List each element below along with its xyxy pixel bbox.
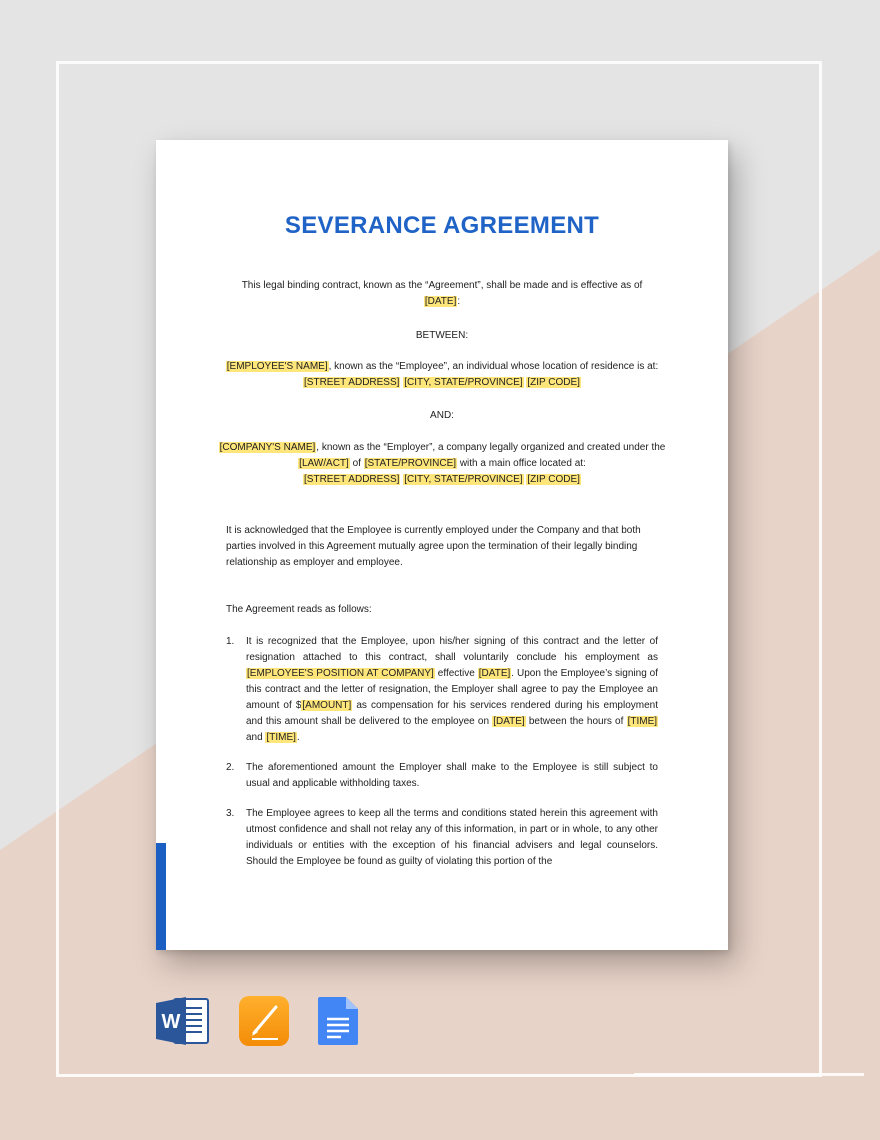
effective-date-field: [DATE] [478,668,511,679]
acknowledgement-paragraph: It is acknowledged that the Employee is currently employed under the Company and that both parties involved in this Agreement mutually agree upon the termination of their legally binding relationship as employer and employee. [226,525,641,568]
clause-3 [226,806,658,870]
position-field: [EMPLOYEE'S POSITION AT COMPANY] [247,668,434,679]
company-party [216,440,668,488]
company-street-field: [STREET ADDRESS] [304,474,400,485]
employee-city-field: [CITY, STATE/PROVINCE] [404,377,523,388]
date-field: [DATE] [424,296,457,307]
intro-text: This legal binding contract, known as the “Agreement”, shall be made and is effective as of [241,280,643,291]
clause-text: as compensation for his services rendered during his employment and this amount shall be delivered to the employee on [246,700,658,727]
clause-number: 2. [226,762,235,773]
employee-name-field: [EMPLOYEE'S NAME] [226,361,328,372]
clause-text: . Upon the Employee’s signing of this contract and the letter of resignation, the Employer shall agree to pay the Employee an amount of $ [246,668,659,711]
clause-text: The aforementioned amount the Employer shall make to the Employee is still subject to usual and applicable withholding taxes. [246,762,658,789]
company-name-field: [COMPANY'S NAME] [219,442,316,453]
employee-zip-field: [ZIP CODE] [527,377,580,388]
amount-field: [AMOUNT] [302,700,352,711]
clauses-list [226,634,658,870]
delivery-date-field: [DATE] [493,716,525,727]
of-text: of [352,458,361,469]
svg-text:W: W [161,1011,181,1033]
company-party-text-2: with a main office located at: [459,458,586,469]
clause-text: . [296,732,300,743]
state-province-field: [STATE/PROVINCE] [364,458,457,469]
clause-number: 3. [226,808,235,819]
time-start-field: [TIME] [627,716,658,727]
intro-paragraph: This legal binding contract, known as the “Agreement”, shall be made and is effective as of [DATE]: [241,280,643,307]
company-party-text: , known as the “Employer”, a company legally organized and created under the [316,442,666,453]
between-label: BETWEEN: [415,330,469,341]
clause-1 [226,634,658,746]
decorative-frame-line [634,1073,864,1076]
company-city-field: [CITY, STATE/PROVINCE] [404,474,523,485]
clause-text: and [246,732,263,743]
document-page [156,140,728,950]
clause-text: effective [437,668,475,679]
reads-as-follows: The Agreement reads as follows: [226,604,372,615]
google-docs-icon[interactable] [316,995,368,1047]
employee-street-field: [STREET ADDRESS] [304,377,400,388]
pages-icon[interactable] [238,995,290,1047]
clause-number: 1. [226,636,235,647]
clause-text: The Employee agrees to keep all the terms and conditions stated herein this agreement with utmost confidence and shall not relay any of this information, in part or in whole, to any other individuals or entities with the exception of his financial advisers and legal counselors. Should the Employee be found as guilty of violating this portion of the [246,808,658,867]
company-zip-field: [ZIP CODE] [527,474,580,485]
law-act-field: [LAW/ACT] [299,458,349,469]
word-icon[interactable] [156,995,208,1047]
clause-text: between the hours of [528,716,624,727]
employee-party-text: , known as the “Employee”, an individual whose location of residence is at: [328,361,659,372]
clause-2 [226,760,658,792]
time-end-field: [TIME] [266,732,296,743]
and-label: AND: [430,410,454,421]
page-accent-bar [156,843,166,950]
employee-party [216,359,668,391]
document-title: SEVERANCE AGREEMENT [284,212,600,239]
clause-text: It is recognized that the Employee, upon his/her signing of this contract and the letter of resignation attached to this contract, shall voluntarily conclude his employment as [246,636,658,663]
